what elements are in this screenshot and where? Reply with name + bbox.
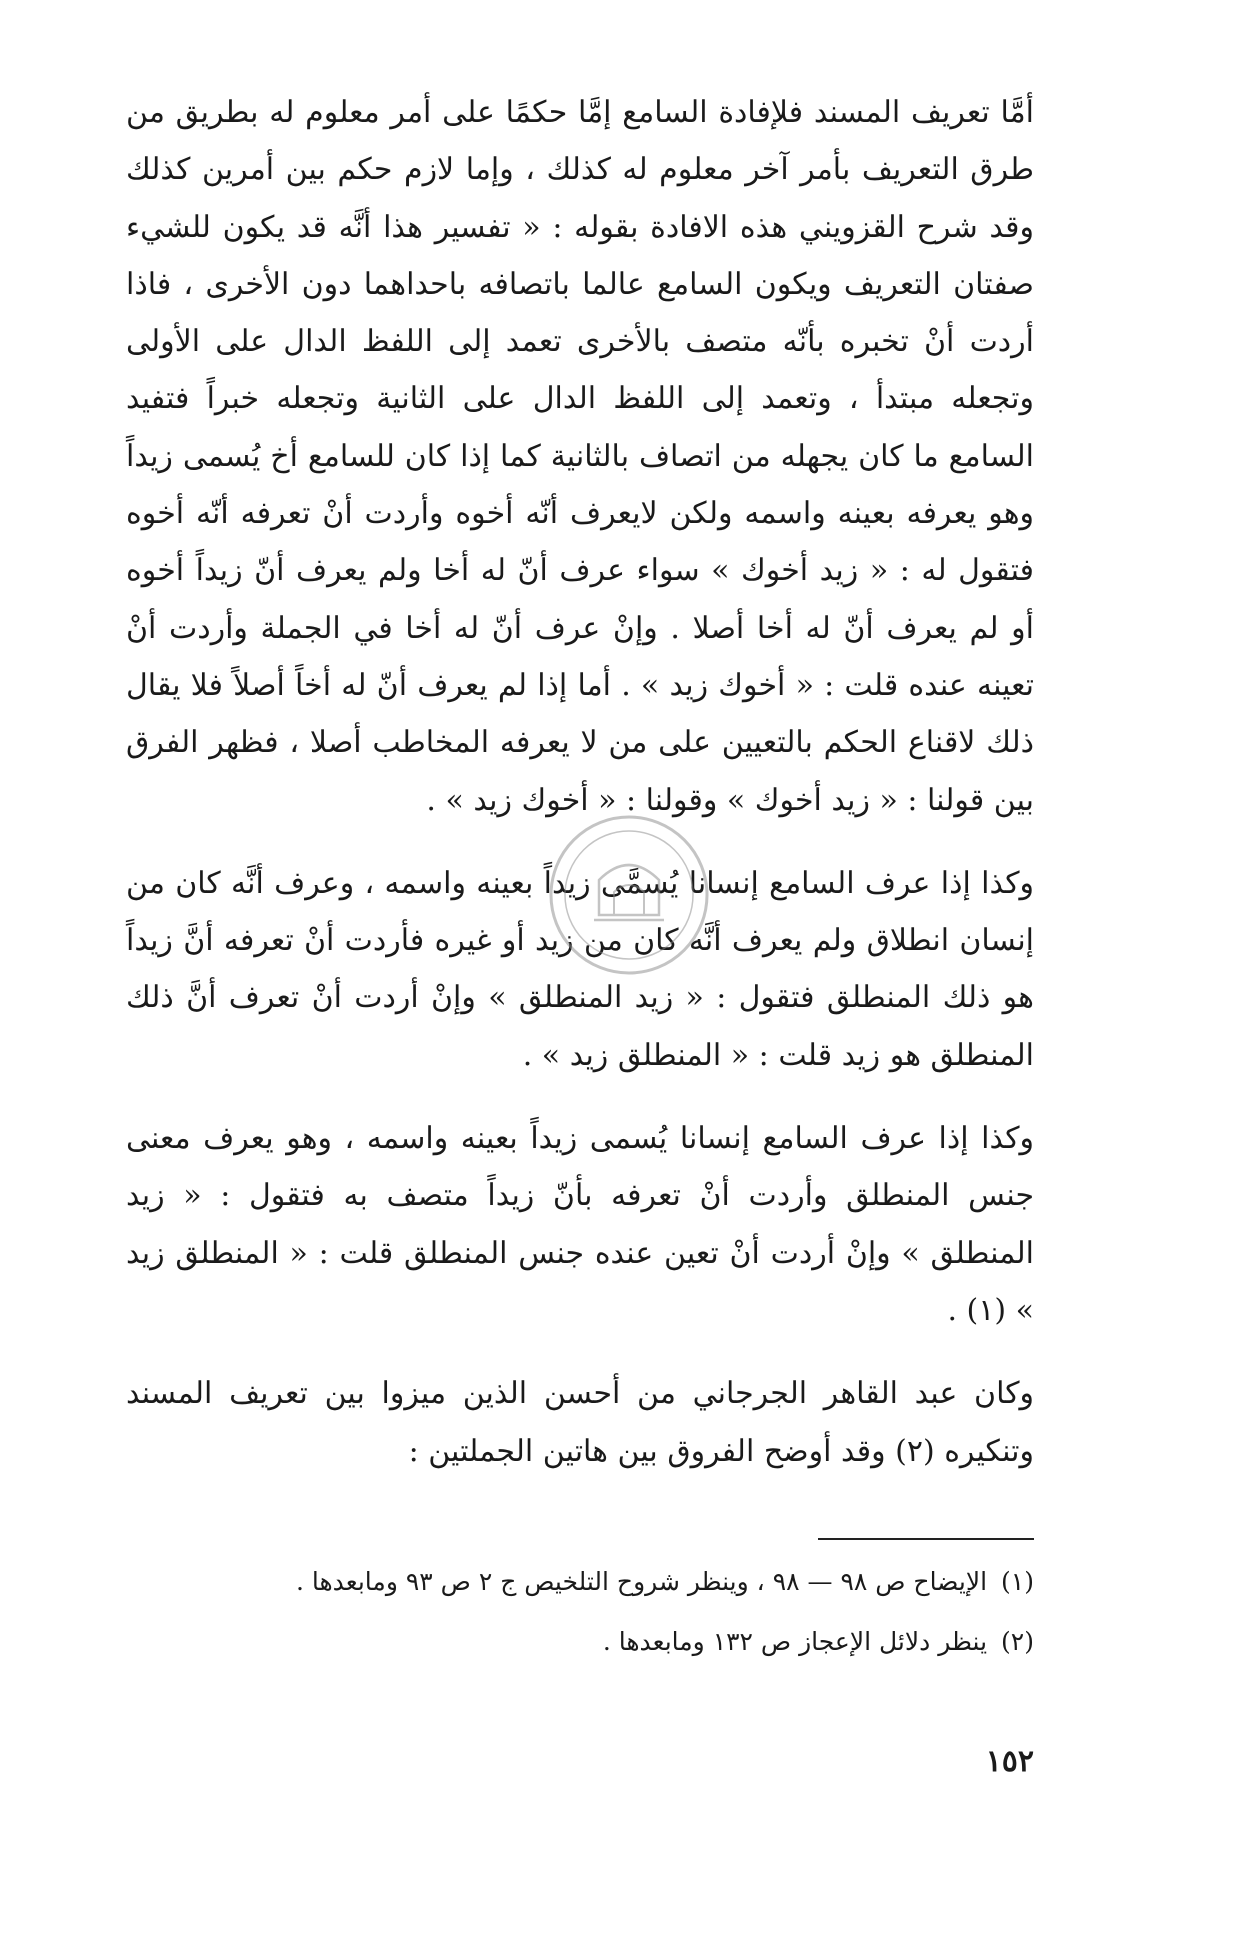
footnote-2-text: ينظر دلائل الإعجاز ص ١٣٢ ومابعدها .	[602, 1627, 988, 1656]
paragraph-2: وكذا إذا عرف السامع إنسانا يُسمَّى زيداً بعينه واسمه ، وعرف أنَّه كان من إنسان انطلاق ولم يعرف أنَّه كان من زيد أو غيره فأردت أنْ تعرفه أنَّ زيداً هو ذلك المنطلق فتقول : « زيد المنطلق » وإنْ أردت أنْ تعرف أنَّ ذلك المنطلق هو زيد قلت : « المنطلق زيد » .	[126, 865, 1034, 1073]
paragraph-1: أمَّا تعريف المسند فلإفادة السامع إمَّا حكمًا على أمر معلوم له بطريق من طرق التعريف بأمر آخر معلوم له كذلك ، وإما لازم حكم بين أمرين كذلك وقد شرح القزويني هذه الافادة بقوله : « تفسير هذا أنَّه قد يكون للشيء صفتان التعريف ويكون السامع عالما باتصافه باحداهما دون الأخرى ، فاذا أردت أنْ تخبره بأنّه متصف بالأخرى تعمد إلى اللفظ الدال على الأولى وتجعله مبتدأ ، وتعمد إلى اللفظ الدال على الثانية وتجعله خبراً فتفيد السامع ما كان يجهله من اتصاف بالثانية كما إذا كان للسامع أخ يُسمى زيداً وهو يعرفه بعينه واسمه ولكن لايعرف أنّه أخوه وأردت أنْ تعرفه أنّه أخوه فتقول له : « زيد أخوك » سواء عرف أنّ له أخا ولم يعرف أنّ زيداً أخوه أو لم يعرف أنّ له أخا أصلا . وإنْ عرف أنّ له أخا في الجملة وأردت أنْ تعينه عنده قلت : « أخوك زيد » . أما إذا لم يعرف أنّ له أخاً أصلاً فلا يقال ذلك لاقناع الحكم بالتعيين على من لا يعرفه المخاطب أصلا ، فظهر الفرق بين قولنا : « زيد أخوك » وقولنا : « أخوك زيد » .	[126, 95, 1034, 818]
main-text	[126, 84, 1034, 1480]
paragraph-3: وكذا إذا عرف السامع إنسانا يُسمى زيداً بعينه واسمه ، وهو يعرف معنى جنس المنطلق وأردت أنْ تعرفه بأنّ زيداً متصف به فتقول : « زيد المنطلق » وإنْ أردت أنْ تعين عنده جنس المنطلق قلت : « المنطلق زيد » (١) .	[126, 1121, 1034, 1328]
footnote-2-number: (٢)	[1001, 1627, 1034, 1656]
footnote-1-number: (١)	[1001, 1567, 1034, 1596]
paragraph-4: وكان عبد القاهر الجرجاني من أحسن الذين ميزوا بين تعريف المسند وتنكيره (٢) وقد أوضح الفروق بين هاتين الجملتين :	[126, 1376, 1034, 1469]
library-seal-watermark-icon	[544, 810, 714, 980]
footnote-separator	[818, 1538, 1034, 1540]
footnote-2	[126, 1620, 1034, 1664]
footnote-1	[126, 1560, 1034, 1604]
footnotes	[126, 1560, 1034, 1664]
page-number: ١٥٢	[985, 1744, 1034, 1779]
footnote-1-text: الإيضاح ص ٩٨ — ٩٨ ، وينظر شروح التلخيص ج ٢ ص ٩٣ ومابعدها .	[295, 1567, 988, 1596]
